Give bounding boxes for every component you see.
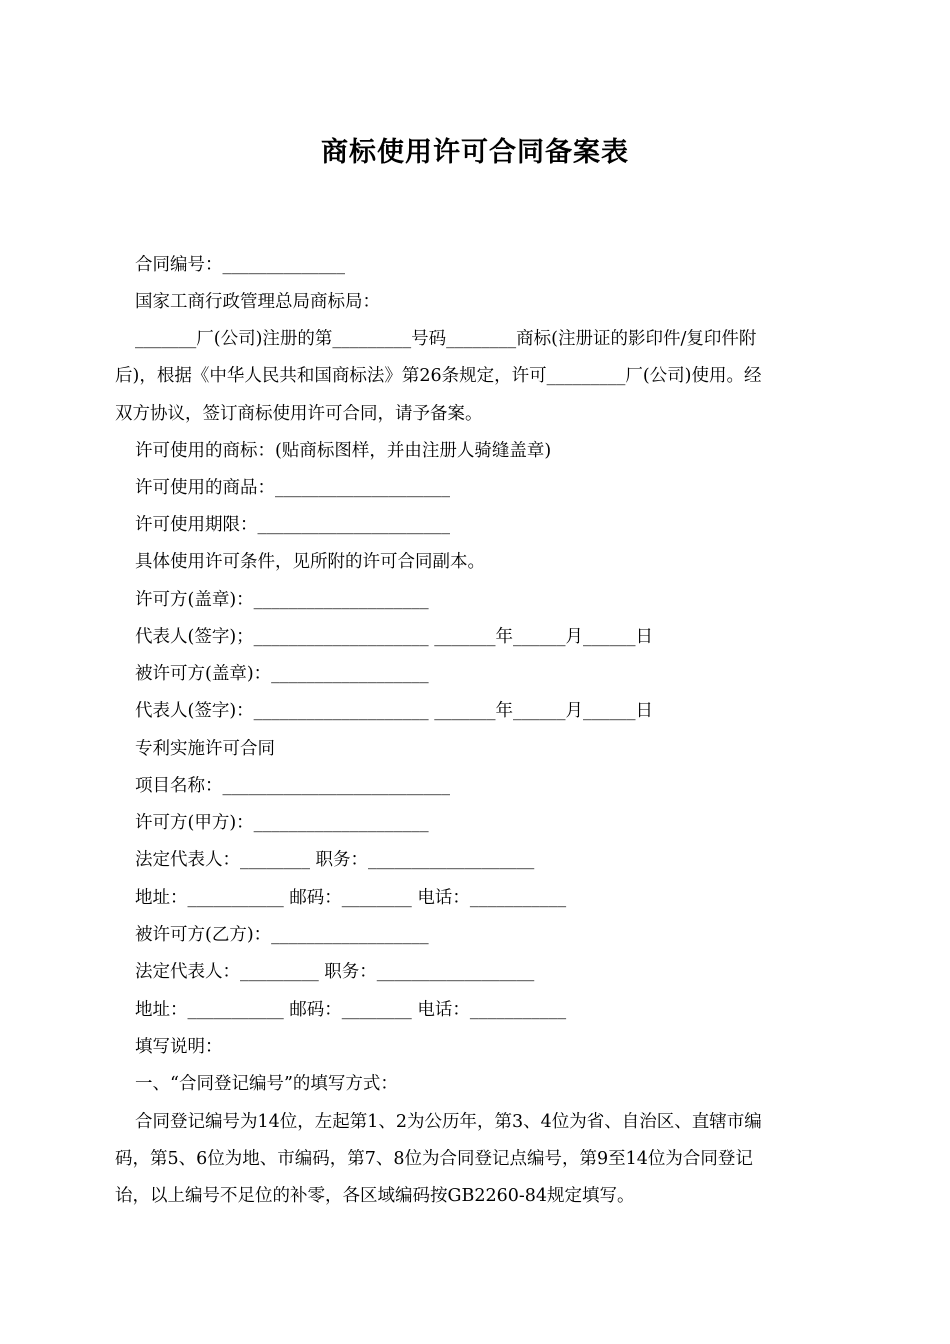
party-b-legal-rep-line: 法定代表人：_________ 职务：__________________ [135, 962, 535, 982]
licensee-seal-line: 被许可方(盖章)：__________________ [135, 664, 429, 684]
license-period-line: 许可使用期限：______________________ [135, 515, 450, 535]
licensor-seal-line: 许可方(盖章)：____________________ [135, 590, 429, 610]
licensed-trademark-line: 许可使用的商标：(贴商标图样，并由注册人骑缝盖章) [135, 441, 552, 461]
contract-number-line: 合同编号：______________ [135, 255, 345, 275]
instructions-heading: 填写说明： [135, 1037, 223, 1057]
party-a-legal-rep-line: 法定代表人：________ 职务：___________________ [135, 850, 535, 870]
instructions-paragraph-line-3: 诒，以上编号不足位的补零，各区域编码按GB2260-84规定填写。 [115, 1186, 635, 1206]
body-paragraph-line-3: 双方协议，签订商标使用许可合同，请予备案。 [115, 404, 483, 424]
body-paragraph-line-1: _______厂(公司)注册的第_________号码________商标(注册证的影印件/复印件附 [135, 329, 757, 349]
party-a-address-line: 地址：___________ 邮码：________ 电话：___________ [135, 888, 567, 908]
project-name-line: 项目名称：__________________________ [135, 776, 450, 796]
licensee-representative-line: 代表人(签字)：____________________ _______年______月______日 [135, 701, 653, 721]
addressee-line: 国家工商行政管理总局商标局： [135, 292, 380, 312]
instructions-paragraph-line-1: 合同登记编号为14位，左起第1、2为公历年，第3、4位为省、自治区、直辖市编 [135, 1112, 762, 1132]
document-title: 商标使用许可合同备案表 [321, 137, 629, 168]
party-b-address-line: 地址：___________ 邮码：________ 电话：___________ [135, 1000, 567, 1020]
party-b-line: 被许可方(乙方)：__________________ [135, 925, 429, 945]
body-paragraph-line-2: 后)，根据《中华人民共和国商标法》第26条规定，许可_________厂(公司)使用。经 [115, 366, 762, 386]
licensor-representative-line: 代表人(签字)；____________________ _______年______月______日 [135, 627, 653, 647]
instructions-item-1-heading: 一、“合同登记编号”的填写方式： [135, 1074, 398, 1094]
license-conditions-line: 具体使用许可条件，见所附的许可合同副本。 [135, 552, 485, 572]
licensed-goods-line: 许可使用的商品：____________________ [135, 478, 450, 498]
section-heading-patent-license: 专利实施许可合同 [135, 739, 275, 759]
instructions-paragraph-line-2: 码，第5、6位为地、市编码，第7、8位为合同登记点编号，第9至14位为合同登记 [115, 1149, 753, 1169]
party-a-line: 许可方(甲方)：____________________ [135, 813, 429, 833]
